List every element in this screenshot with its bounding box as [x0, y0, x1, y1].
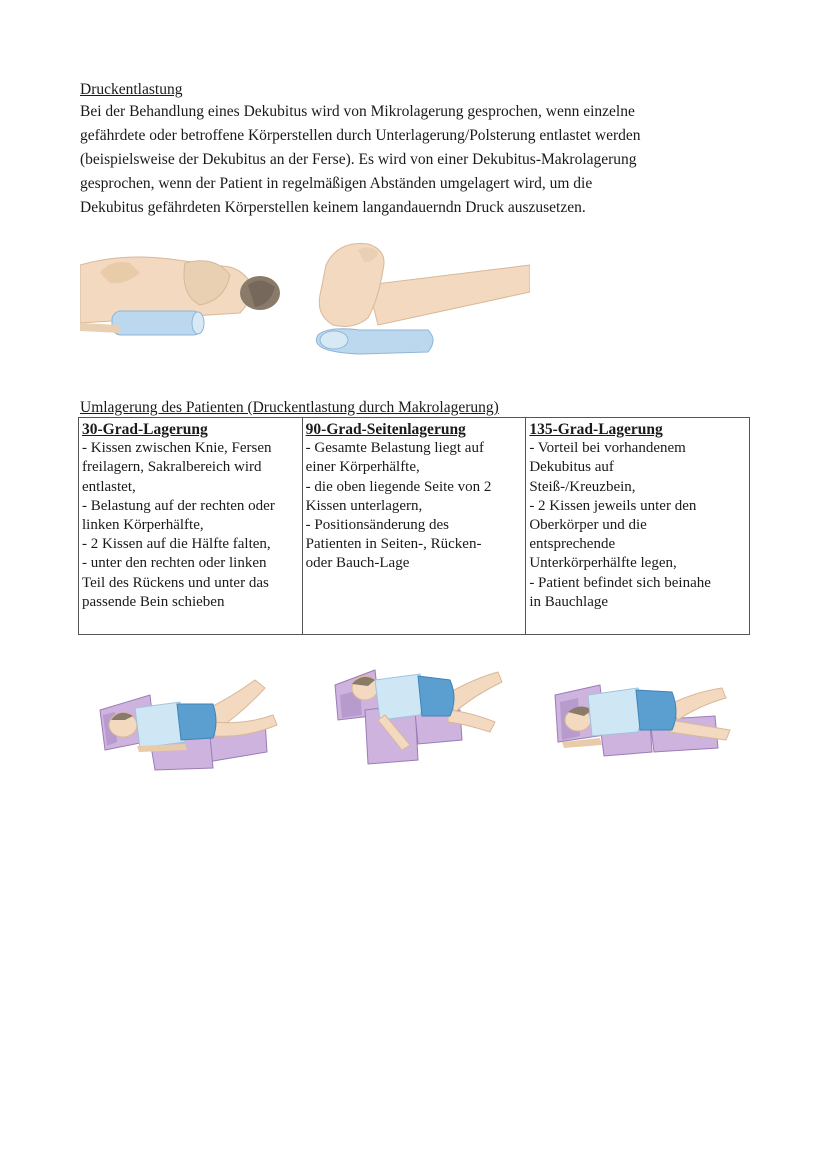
- column-header: 90-Grad-Seitenlagerung: [305, 421, 466, 438]
- cell-line: - Belastung auf der rechten oder: [82, 497, 275, 514]
- cell-line: - Vorteil bei vorhandenem: [529, 440, 686, 457]
- section-heading: Druckentlastung: [80, 81, 183, 98]
- column-header: 135-Grad-Lagerung: [529, 421, 663, 438]
- cell-line: Steiß-/Kreuzbein,: [529, 478, 636, 495]
- ninety-degree-position-illustration: [330, 660, 510, 770]
- cell-line: Teil des Rückens und unter das: [82, 574, 269, 591]
- cell-line: entsprechende: [529, 536, 616, 553]
- cell-line: Oberkörper und die: [529, 517, 647, 534]
- cell-line: Unterkörperhälfte legen,: [529, 555, 677, 572]
- cell-line: - die oben liegende Seite von 2: [305, 478, 492, 495]
- paragraph-line: gefährdete oder betroffene Körperstellen durch Unterlagerung/Polsterung entlastet werden: [80, 127, 641, 144]
- positioning-table: [78, 417, 750, 635]
- cell-line: passende Bein schieben: [82, 593, 225, 610]
- cell-line: Patienten in Seiten-, Rücken-: [305, 536, 482, 553]
- table-cell-135-degree: [526, 418, 750, 635]
- cell-line: - 2 Kissen auf die Hälfte falten,: [82, 536, 271, 553]
- cell-line: entlastet,: [82, 478, 136, 495]
- table-title: Umlagerung des Patienten (Druckentlastung durch Makrolagerung): [80, 399, 499, 416]
- heel-roll-illustration: [298, 240, 530, 360]
- cell-line: - Positionsänderung des: [305, 517, 449, 534]
- cell-line: - Gesamte Belastung liegt auf: [305, 440, 484, 457]
- cell-line: Dekubitus auf: [529, 459, 614, 476]
- section-paragraph: [80, 100, 720, 220]
- supine-back-pillow-illustration: [80, 245, 280, 360]
- cell-line: oder Bauch-Lage: [305, 555, 410, 572]
- paragraph-line: gesprochen, wenn der Patient in regelmäßigen Abständen umgelagert wird, um die: [80, 175, 593, 192]
- cell-line: - unter den rechten oder linken: [82, 555, 267, 572]
- paragraph-line: (beispielsweise der Dekubitus an der Ferse). Es wird von einer Dekubitus-Makrolagerung: [80, 151, 637, 168]
- cell-line: in Bauchlage: [529, 593, 609, 610]
- cell-line: einer Körperhälfte,: [305, 459, 420, 476]
- cell-line: - Kissen zwischen Knie, Fersen: [82, 440, 272, 457]
- table-cell-30-degree: [79, 418, 303, 635]
- paragraph-line: Dekubitus gefährdeten Körperstellen keinem langandauerndn Druck auszusetzen.: [80, 199, 586, 216]
- cell-line: linken Körperhälfte,: [82, 517, 204, 534]
- paragraph-line: Bei der Behandlung eines Dekubitus wird von Mikrolagerung gesprochen, wenn einzelne: [80, 103, 635, 120]
- cell-line: - Patient befindet sich beinahe: [529, 574, 711, 591]
- cell-line: Kissen unterlagern,: [305, 497, 423, 514]
- table-row: [79, 418, 750, 635]
- cell-line: freilagern, Sakralbereich wird: [82, 459, 262, 476]
- column-header: 30-Grad-Lagerung: [82, 421, 208, 438]
- thirty-degree-position-illustration: [95, 670, 280, 775]
- one-thirty-five-degree-position-illustration: [550, 670, 735, 765]
- cell-line: - 2 Kissen jeweils unter den: [529, 497, 697, 514]
- table-cell-90-degree: [302, 418, 526, 635]
